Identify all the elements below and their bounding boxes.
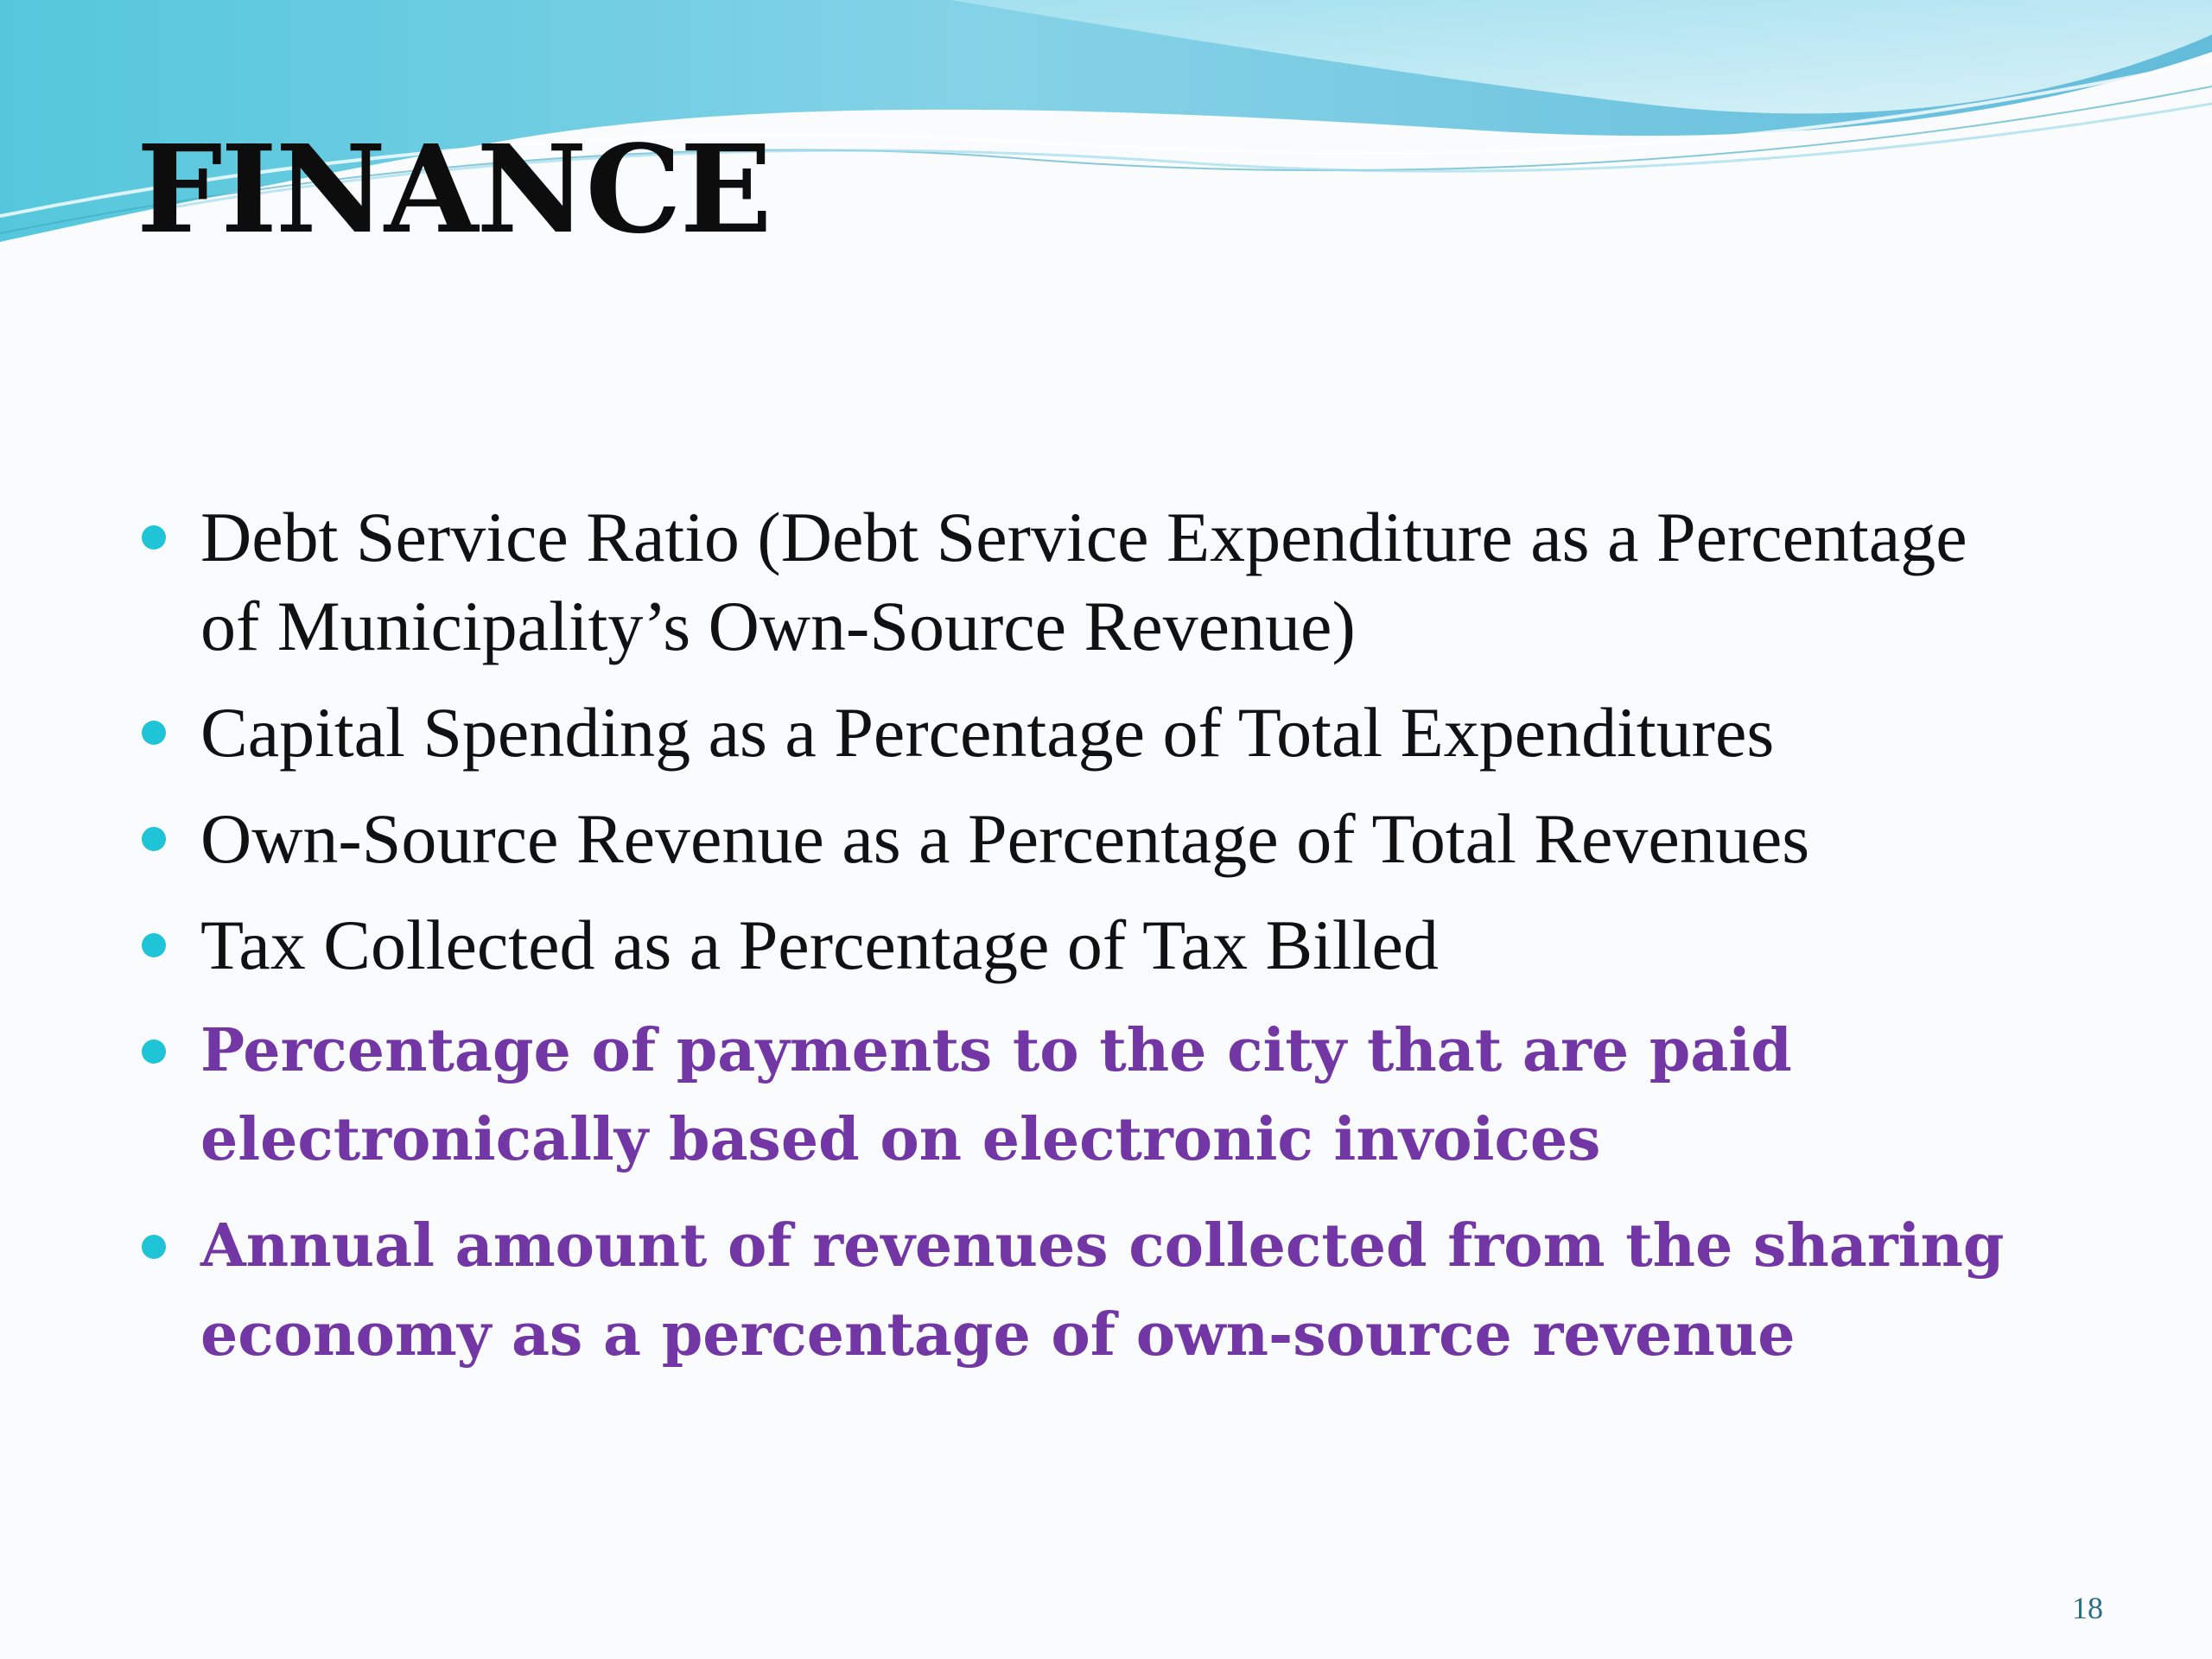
bullet-text: Capital Spending as a Percentage of Total Expenditures: [200, 693, 1775, 772]
bullet-text: Tax Collected as a Percentage of Tax Billed: [200, 906, 1439, 984]
bullet-item-capital-spending: [138, 688, 2039, 777]
bullet-item-sharing-economy: [138, 1202, 2039, 1380]
bullet-item-own-source-revenue: [138, 794, 2039, 883]
slide-title: FINANCE: [137, 119, 771, 261]
bullet-icon: [142, 1039, 166, 1064]
bullet-icon: [142, 1235, 166, 1259]
bullet-item-electronic-payments: [138, 1007, 2039, 1185]
bullet-item-debt-service-ratio: [138, 493, 2039, 671]
bullet-text: Debt Service Ratio (Debt Service Expenditure as a Percentage of Municipality’s Own-Source Revenue): [200, 498, 1967, 665]
bullet-icon: [142, 525, 166, 550]
page-number: 18: [2072, 1591, 2103, 1625]
bullet-text: Annual amount of revenues collected from the sharing economy as a percentage of own-source revenue: [200, 1211, 2005, 1370]
bullet-text: Own-Source Revenue as a Percentage of Total Revenues: [200, 799, 1810, 878]
bullet-icon: [142, 933, 166, 957]
bullet-list: [138, 493, 2039, 1397]
bullet-icon: [142, 827, 166, 851]
bullet-item-tax-collected: [138, 900, 2039, 989]
bullet-text: Percentage of payments to the city that are paid electronically based on electronic invoices: [200, 1016, 1792, 1174]
bullet-icon: [142, 721, 166, 745]
